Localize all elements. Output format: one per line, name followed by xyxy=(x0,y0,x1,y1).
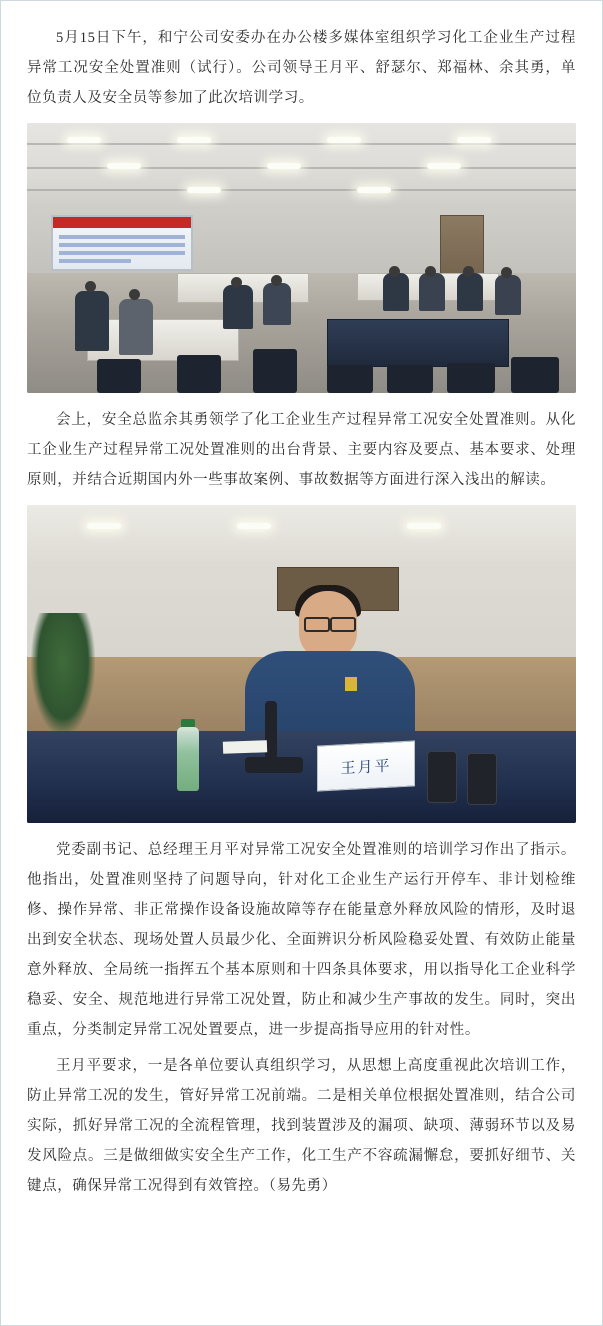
document-paper xyxy=(223,740,267,754)
eyeglasses-left xyxy=(304,617,330,632)
attendee xyxy=(495,275,521,315)
paragraph-3: 党委副书记、总经理王月平对异常工况安全处置准则的培训学习作出了指示。他指出，处置准则坚持了问题导向，针对化工企业生产运行开停车、非计划检维修、操作异常、非正常操作设备设施故障等存在能量意外释放风险的情形，及时退出到安全状态、现场处置人员最少化、全面辨识分析风险稳妥处置、有效防止能量意外释放、全局统一指挥五个基本原则和十四条具体要求，用以指导化工企业科学稳妥、安全、规范地进行异常工况处置，防止和减少生产事故的发生。同时，突出重点，分类制定异常工况处置要点，进一步提高指导应用的针对性。 xyxy=(27,842,576,1038)
screen-text-line xyxy=(59,251,185,255)
ceiling-light xyxy=(427,163,461,169)
attendee-head xyxy=(425,266,436,277)
ceiling-light xyxy=(87,523,121,529)
screen-banner xyxy=(53,217,191,228)
ceiling-light xyxy=(457,137,491,143)
attendee-head xyxy=(389,266,400,277)
screen-text-line xyxy=(59,235,185,239)
attendee-head xyxy=(463,266,474,277)
ceiling-light xyxy=(237,523,271,529)
ceiling-light xyxy=(177,137,211,143)
chair xyxy=(387,365,433,393)
conference-room-training-photo xyxy=(27,123,576,393)
ceiling-line xyxy=(27,143,576,145)
potted-plant xyxy=(31,613,95,735)
chair xyxy=(177,355,221,393)
door xyxy=(440,215,484,275)
ceiling-light xyxy=(107,163,141,169)
presentation-screen xyxy=(51,215,193,271)
phone-device xyxy=(467,753,497,805)
chair xyxy=(511,357,559,393)
attendee-head xyxy=(231,277,242,288)
attendee-head xyxy=(85,281,96,292)
screen-text-line xyxy=(59,259,131,263)
paragraph-1: 5月15日下午，和宁公司安委办在办公楼多媒体室组织学习化工企业生产过程异常工况安全处置准则（试行）。公司领导王月平、舒瑟尔、郑福林、余其勇，单位负责人及安全员等参加了此次培训学习。 xyxy=(27,30,576,106)
attendee xyxy=(383,273,409,311)
eyeglasses-right xyxy=(330,617,356,632)
attendee xyxy=(119,299,153,355)
page-bottom-spacer xyxy=(27,1207,576,1211)
speaker-at-desk-photo xyxy=(27,505,576,823)
attendee-head xyxy=(501,267,512,278)
ceiling xyxy=(27,505,576,561)
chair xyxy=(97,359,141,393)
meeting-table xyxy=(327,319,509,367)
water-bottle xyxy=(177,727,199,791)
badge-icon xyxy=(345,677,357,691)
nameplate: 王月平 xyxy=(317,740,415,791)
ceiling-light xyxy=(67,137,101,143)
ceiling-light xyxy=(327,137,361,143)
paragraph-4: 王月平要求，一是各单位要认真组织学习，从思想上高度重视此次培训工作，防止异常工况的发生，管好异常工况前端。二是相关单位根据处置准则，结合公司实际，抓好异常工况的全流程管理，找到装置涉及的漏项、缺项、薄弱环节以及易发风险点。三是做细做实安全生产工作，化工生产不容疏漏懈怠，要抓好细节、关键点，确保异常工况得到有效管控。（易先勇） xyxy=(27,1058,576,1194)
attendee xyxy=(223,285,253,329)
chair xyxy=(447,363,495,393)
chair xyxy=(327,365,373,393)
paragraph-2: 会上，安全总监余其勇领学了化工企业生产过程异常工况安全处置准则。从化工企业生产过程异常工况处置准则的出台背景、主要内容及要点、基本要求、处理原则，并结合近期国内外一些事故案例、事故数据等方面进行深入浅出的解读。 xyxy=(27,412,576,488)
attendee xyxy=(457,273,483,311)
attendee xyxy=(419,273,445,311)
phone-device xyxy=(427,751,457,803)
attendee xyxy=(75,291,109,351)
screen-text-line xyxy=(59,243,185,247)
ceiling-light xyxy=(357,187,391,193)
attendee-head xyxy=(129,289,140,300)
attendee-head xyxy=(271,275,282,286)
ceiling-light xyxy=(407,523,441,529)
ceiling-line xyxy=(27,189,576,191)
ceiling-light xyxy=(267,163,301,169)
chair xyxy=(253,349,297,393)
ceiling-light xyxy=(187,187,221,193)
microphone-base xyxy=(245,757,303,773)
attendee xyxy=(263,283,291,325)
